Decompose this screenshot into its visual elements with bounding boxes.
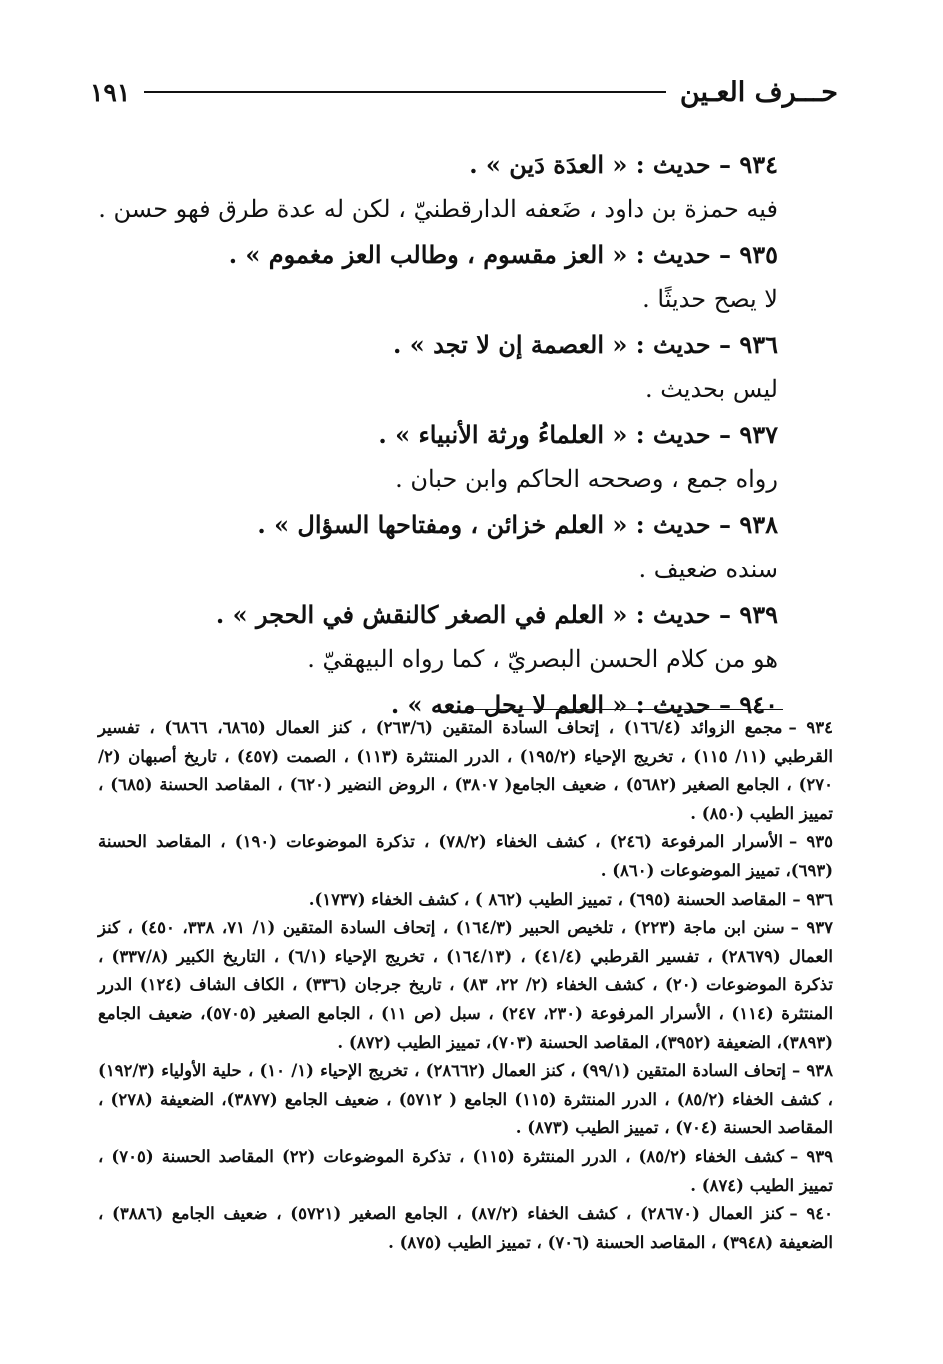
footnote-text: إتحاف السادة المتقين (٩٩/١) ، كنز العمال (٢٨٦٦٢) ، تخريج الإحياء (١/ ١٠) ، حلية الأولياء (١٩٢/٣) ، كشف الخفاء (٨٥/٢) ، الدرر المنتثرة (١١٥) الجامع ( ٥٧١٢) ، ضعيف الجامع (٣٨٧٧)، الضعيفة (٢٧٨) ، المقاصد الحسنة (٧٠٤) ، تمييز الطيب (٨٧٣) . <box>98 1061 833 1138</box>
footnote-936 <box>98 886 833 915</box>
hadith-937: ٩٣٧ – حديث : « العلماءُ ورثة الأنبياء » . <box>378 420 778 449</box>
footnote-text: المقاصد الحسنة (٦٩٥) ، تمييز الطيب (٨٦٢ ) ، كشف الخفاء (١٧٣٧). <box>308 889 787 909</box>
footnote-935 <box>98 828 833 885</box>
hadith-936: ٩٣٦ – حديث : « العصمة إن لا تجد » . <box>393 330 778 359</box>
hadith-939: ٩٣٩ – حديث : « العلم في الصغر كالنقش في الحجر » . <box>215 600 778 629</box>
footnote-text: مجمع الزوائد (١٦٦/٤) ، إتحاف السادة المتقين (٢٦٣/٦) ، كنز العمال (٦٨٦٥، ٦٨٦٦) ، تفسير القرطبي (١١/ ١١٥) ، تخريج الإحياء (١٩٥/٢) ، الدرر المنتثرة (١١٣) ، الصمت (٤٥٧) ، تاريخ أصبهان (٢/ ٢٧٠) ، الجامع الصغير (٥٦٨٢) ، ضعيف الجامع( ٣٨٠٧) ، الروض النضير (٦٢٠) ، المقاصد الحسنة (٦٨٥) ، تمييز الطيب (٨٥٠) . <box>98 718 833 823</box>
comment-935: لا يصح حديثًا . <box>642 285 778 313</box>
footnote-text: كنز العمال (٢٨٦٧٠) ، كشف الخفاء (٨٧/٢) ، الجامع الصغير (٥٧٢١) ، ضعيف الجامع (٣٨٨٦) ، الضعيفة (٣٩٤٨) ، المقاصد الحسنة (٧٠٦) ، تمييز الطيب (٨٧٥) . <box>98 1204 833 1252</box>
footnote-940 <box>98 1200 833 1257</box>
hadith-934: ٩٣٤ – حديث : « العدَة دَين » . <box>469 150 778 179</box>
footnote-937 <box>98 914 833 1057</box>
footnote-938 <box>98 1057 833 1143</box>
footnote-number: ٩٣٦ – <box>792 889 833 909</box>
page-header <box>90 72 838 112</box>
hadith-938: ٩٣٨ – حديث : « العلم خزائن ، ومفتاحها السؤال » . <box>257 510 778 539</box>
footnote-number: ٩٣٨ – <box>791 1061 833 1081</box>
running-title: حـــرف العـين <box>679 76 838 108</box>
footnote-text: سنن ابن ماجة (٢٢٣) ، تلخيص الحبير (١٦٤/٣) ، إتحاف السادة المتقين (١/ ٧١، ٣٣٨، ٤٥٠) ، كنز العمال (٢٨٦٧٩) ، تفسير القرطبي (٤١/٤) ، (١٦٤/١٣) ، تخريج الإحياء (٦/١) ، التاريخ الكبير (٣٣٧/٨) ، تذكرة الموضوعات (٢٠) ، كشف الخفاء (٢/ ٢٢، ٨٣) ، تاريخ جرجان (٣٣٦) ، الكاف الشاف (١٢٤) الدرر المنتثرة (١١٤) ، الأسرار المرفوعة (٢٣٠، ٢٤٧) ، سبل (ص ١١) ، الجامع الصغير (٥٧٠٥)، ضعيف الجامع (٣٨٩٣)، الضعيفة (٣٩٥٢)، المقاصد الحسنة (٧٠٣)، تمييز الطيب (٨٧٢) . <box>98 918 834 1052</box>
page-number: ١٩١ <box>90 77 131 107</box>
comment-936: ليس بحديث . <box>644 375 778 403</box>
comment-934: فيه حمزة بن داود ، ضَعفه الدارقطنيّ ، لكن له عدة طرق فهو حسن . <box>98 195 778 223</box>
footnote-number: ٩٣٩ – <box>790 1146 833 1166</box>
footnote-934 <box>98 714 833 828</box>
footnote-number: ٩٣٥ – <box>789 832 834 852</box>
footnote-number: ٩٣٤ – <box>788 718 833 737</box>
footnote-number: ٩٣٧ – <box>790 918 834 938</box>
footnote-separator <box>468 709 783 710</box>
header-rule <box>144 91 666 93</box>
comment-938: سنده ضعيف . <box>638 555 778 583</box>
footnotes <box>98 714 833 1257</box>
hadith-935: ٩٣٥ – حديث : « العز مقسوم ، وطالب العز مغموم » . <box>228 240 778 269</box>
footnote-text: الأسرار المرفوعة (٢٤٦) ، كشف الخفاء (٧٨/٢) ، تذكرة الموضوعات (١٩٠) ، المقاصد الحسنة (٦٩٣)، تمييز الموضوعات (٨٦٠) . <box>98 832 833 880</box>
footnote-939 <box>98 1143 833 1200</box>
footnote-number: ٩٤٠ – <box>789 1204 833 1224</box>
footnote-text: كشف الخفاء (٨٥/٢) ، الدرر المنتثرة (١١٥) ، تذكرة الموضوعات (٢٢) المقاصد الحسنة (٧٠٥) ، تمييز الطيب (٨٧٤) . <box>98 1146 833 1195</box>
comment-939: هو من كلام الحسن البصريّ ، كما رواه البيهقيّ . <box>307 645 778 673</box>
comment-937: رواه جمع ، وصححه الحاكم وابن حبان . <box>395 465 778 493</box>
main-text <box>98 142 778 727</box>
hadith-940: ٩٤٠ – حديث : « العلم لا يحل منعه » . <box>390 690 778 719</box>
